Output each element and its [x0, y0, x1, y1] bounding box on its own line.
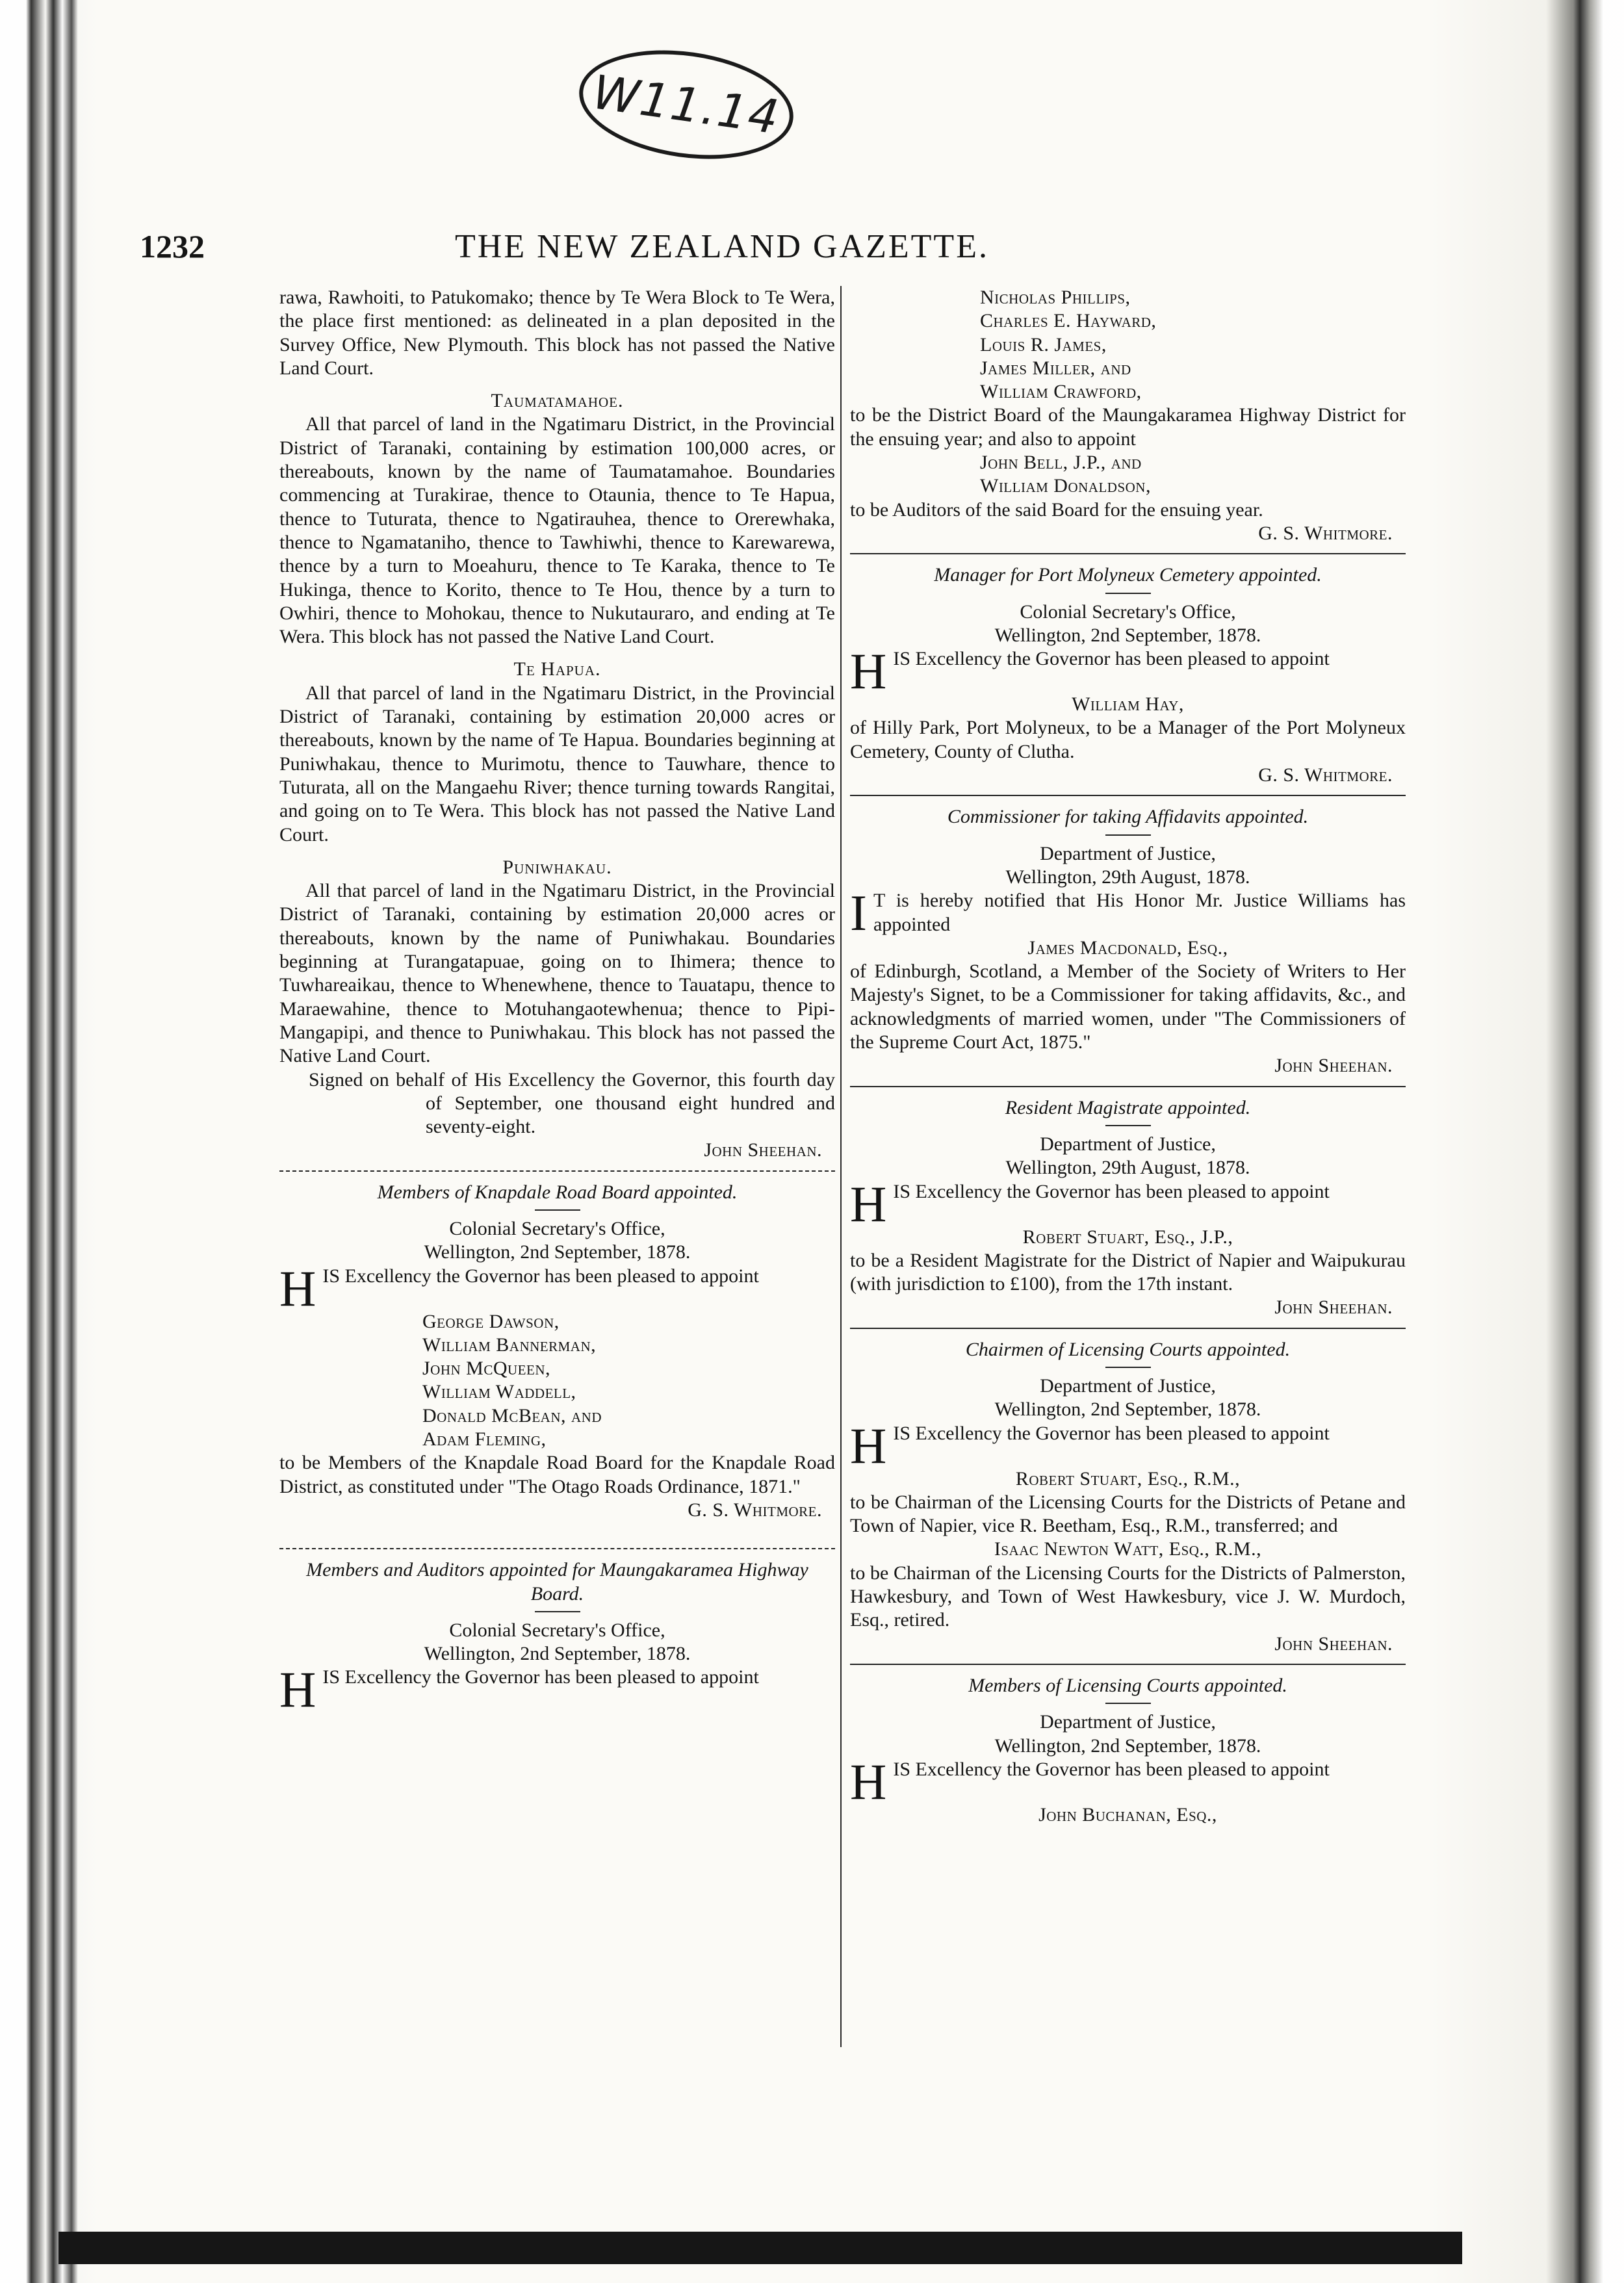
auditor-names-list	[850, 451, 1406, 498]
right-column	[850, 286, 1406, 1827]
auditor-tail: to be Auditors of the said Board for the ensuing year.	[850, 498, 1263, 521]
short-rule	[535, 1611, 580, 1612]
short-rule	[1105, 1367, 1151, 1368]
notice-title-magistrate: Resident Magistrate appointed.	[1005, 1096, 1251, 1118]
notice-title-maungakaramea: Members and Auditors appointed for Maungakaramea Highway Board.	[306, 1559, 808, 1605]
signatory-whitmore: G. S. Whitmore.	[688, 1499, 822, 1521]
section-divider	[279, 1170, 835, 1172]
stamp-text: W11.14	[589, 64, 784, 145]
molyneux-body	[850, 643, 1406, 700]
chairmen-tail-1: to be Chairman of the Licensing Courts for the Districts of Petane and Town of Napier, vice R. Beetham, Esq., R.M., transferred; and	[850, 1491, 1406, 1537]
dropcap: H	[279, 1661, 316, 1718]
magistrate-date: Wellington, 29th August, 1878.	[1005, 1157, 1250, 1179]
section-divider	[850, 1086, 1406, 1087]
signed-statement: Signed on behalf of His Excellency the Governor, this fourth day of September, one thousand eight hundred and seventy-eight.	[309, 1068, 835, 1138]
scan-edge-right	[1429, 0, 1624, 2283]
notice-title-knapdale: Members of Knapdale Road Board appointed.	[377, 1181, 738, 1203]
masthead-title: THE NEW ZEALAND GAZETTE.	[455, 228, 989, 265]
dropcap: H	[850, 1175, 887, 1232]
molyneux-appointee: William Hay,	[1072, 693, 1184, 716]
maung-date: Wellington, 2nd September, 1878.	[424, 1643, 691, 1665]
dropcap: I	[850, 884, 867, 942]
members-date: Wellington, 2nd September, 1878.	[994, 1735, 1261, 1757]
list-item: William Crawford,	[980, 381, 1142, 403]
knapdale-date: Wellington, 2nd September, 1878.	[424, 1241, 691, 1263]
section-title-puniwhakau: Puniwhakau.	[502, 856, 612, 878]
affidavit-body	[850, 884, 1406, 942]
notice-title-members: Members of Licensing Courts appointed.	[968, 1674, 1287, 1696]
chairmen-body	[850, 1417, 1406, 1474]
molyneux-tail: of Hilly Park, Port Molyneux, to be a Manager of the Port Molyneux Cemetery, County of Clutha.	[850, 717, 1406, 762]
short-rule	[1105, 834, 1151, 836]
knapdale-body-text: IS Excellency the Governor has been pleased to appoint	[322, 1265, 759, 1287]
magistrate-tail: to be a Resident Magistrate for the District of Napier and Waipukurau (with jurisdiction to £100), from the 17th instant.	[850, 1249, 1406, 1295]
list-item: William Bannerman,	[422, 1334, 597, 1356]
list-item: John Bell, J.P., and	[980, 452, 1142, 474]
molyneux-body-text: IS Excellency the Governor has been pleased to appoint	[893, 648, 1330, 670]
notice-title-chairmen: Chairmen of Licensing Courts appointed.	[965, 1338, 1291, 1360]
short-rule	[1105, 1703, 1151, 1704]
section-title-taumatamahoe: Taumatamahoe.	[491, 390, 624, 412]
molyneux-date: Wellington, 2nd September, 1878.	[994, 624, 1261, 646]
column-divider	[840, 286, 842, 2047]
list-item: John McQueen,	[422, 1358, 551, 1380]
section-divider	[279, 1548, 835, 1549]
list-item: George Dawson,	[422, 1310, 560, 1332]
list-item: Charles E. Hayward,	[980, 310, 1157, 332]
signatory-sheehan: John Sheehan.	[1274, 1296, 1393, 1319]
members-body	[850, 1753, 1406, 1810]
section-divider	[850, 795, 1406, 796]
affidavit-office: Department of Justice,	[1040, 842, 1216, 864]
section-divider	[850, 1328, 1406, 1329]
paragraph-tehapua: All that parcel of land in the Ngatimaru District, in the Provincial District of Taranaki, containing by estimation 20,000 acres or thereabouts, known by the name of Te Hapua. Boundaries beginning at Puniwhakau, thence to Murimotu, thence to Tauwhare, thence to Tuturata, all on the Mangaehu River; thence turning towards Rangitai, and going on to Te Wera. This block has not passed the Native Land Court.	[279, 682, 835, 845]
knapdale-names-list	[279, 1310, 835, 1452]
section-title-tehapua: Te Hapua.	[513, 658, 601, 680]
chairmen-appointee-2: Isaac Newton Watt, Esq., R.M.,	[994, 1538, 1262, 1560]
list-item: James Miller, and	[980, 357, 1131, 379]
chairmen-appointee-1: Robert Stuart, Esq., R.M.,	[1015, 1467, 1241, 1490]
paragraph-puniwhakau: All that parcel of land in the Ngatimaru District, in the Provincial District of Taranaki, containing by estimation 20,000 acres or thereabouts, known by the name of Puniwhakau. Boundaries beginning at Turangatapuae, going on to Ihimera; thence to Tuwhareaikau, thence to Whenewhene, thence to Tauatapu, thence to Maraewahine, thence to Motuhangaotewhenua; thence to Pipi-Mangapipi, and thence to Puniwhakau. This block has not passed the Native Land Court.	[279, 880, 835, 1067]
signatory-whitmore: G. S. Whitmore.	[1258, 764, 1393, 786]
list-item: Donald McBean, and	[422, 1404, 602, 1426]
members-appointee: John Buchanan, Esq.,	[1038, 1803, 1217, 1825]
list-item: Adam Fleming,	[422, 1428, 547, 1451]
maung-tail: to be the District Board of the Maungakaramea Highway District for the ensuing year; and also to appoint	[850, 404, 1406, 450]
chairmen-tail-2: to be Chairman of the Licensing Courts for the Districts of Palmerston, Hawkesbury, and Town of West Hawkesbury, vice J. W. Murdoch, Esq., retired.	[850, 1562, 1406, 1631]
magistrate-body	[850, 1175, 1406, 1232]
affidavit-appointee: James Macdonald, Esq.,	[1027, 936, 1228, 959]
chairmen-office: Department of Justice,	[1040, 1374, 1216, 1397]
handwritten-stamp	[572, 38, 800, 172]
dropcap: H	[850, 1753, 887, 1810]
signatory-sheehan: John Sheehan.	[1274, 1632, 1393, 1655]
maung-names-list	[850, 286, 1406, 404]
short-rule	[535, 1209, 580, 1211]
notice-title-molyneux: Manager for Port Molyneux Cemetery appointed.	[934, 564, 1322, 586]
maung-office: Colonial Secretary's Office,	[449, 1619, 665, 1641]
members-body-text: IS Excellency the Governor has been pleased to appoint	[893, 1758, 1330, 1780]
knapdale-office: Colonial Secretary's Office,	[449, 1217, 665, 1239]
maung-body	[279, 1661, 835, 1718]
section-divider	[850, 553, 1406, 554]
signatory-whitmore: G. S. Whitmore.	[1258, 522, 1393, 544]
dropcap: H	[279, 1259, 316, 1317]
chairmen-body-text: IS Excellency the Governor has been pleased to appoint	[893, 1422, 1330, 1444]
notice-title-affidavits: Commissioner for taking Affidavits appointed.	[947, 806, 1309, 828]
affidavit-tail: of Edinburgh, Scotland, a Member of the Society of Writers to Her Majesty's Signet, to be a Commissioner for taking affidavits, &c., and acknowledgments of married women, under "The Commissioners of the Supreme Court Act, 1875."	[850, 961, 1406, 1053]
affidavit-body-text: T is hereby notified that His Honor Mr. Justice Williams has appointed	[873, 890, 1406, 935]
members-office: Department of Justice,	[1040, 1711, 1216, 1733]
affidavit-date: Wellington, 29th August, 1878.	[1005, 866, 1250, 888]
section-divider	[850, 1664, 1406, 1665]
dropcap: H	[850, 1417, 887, 1474]
chairmen-date: Wellington, 2nd September, 1878.	[994, 1399, 1261, 1421]
intro-paragraph: rawa, Rawhoiti, to Patukomako; thence by Te Wera Block to Te Wera, the place first mentioned: as delineated in a plan deposited in the Survey Office, New Plymouth. This block has not passed the Native Land Court.	[279, 287, 835, 379]
magistrate-body-text: IS Excellency the Governor has been pleased to appoint	[893, 1180, 1330, 1202]
signatory-sheehan: John Sheehan.	[704, 1139, 822, 1161]
left-column	[279, 286, 835, 1718]
list-item: Nicholas Phillips,	[980, 287, 1131, 308]
signatory-sheehan: John Sheehan.	[1274, 1055, 1393, 1077]
magistrate-office: Department of Justice,	[1040, 1133, 1216, 1155]
list-item: William Donaldson,	[980, 475, 1151, 497]
knapdale-tail: to be Members of the Knapdale Road Board for the Knapdale Road District, as constituted under "The Otago Roads Ordinance, 1871."	[279, 1452, 835, 1497]
molyneux-office: Colonial Secretary's Office,	[1020, 600, 1236, 623]
short-rule	[1105, 1125, 1151, 1126]
knapdale-body	[279, 1259, 835, 1317]
maung-body-text: IS Excellency the Governor has been pleased to appoint	[322, 1666, 759, 1688]
short-rule	[1105, 593, 1151, 594]
dropcap: H	[850, 643, 887, 700]
list-item: William Waddell,	[422, 1381, 576, 1403]
list-item: Louis R. James,	[980, 333, 1107, 355]
page-number: 1232	[140, 228, 205, 264]
scan-edge-left	[0, 0, 97, 2283]
magistrate-appointee: Robert Stuart, Esq., J.P.,	[1022, 1226, 1233, 1248]
paragraph-taumatamahoe: All that parcel of land in the Ngatimaru District, in the Provincial District of Taranaki, containing by estimation 100,000 acres, or thereabouts, known by the name of Taumatamahoe. Boundaries commencing at Turakirae, thence to Otaunia, thence to Te Hapua, thence to Tuturata, thence to Ngatirauhea, thence to Orerewhaka, thence to Ngamataniho, thence to Tawhiwhi, thence to Karewarewa, thence by a turn to Moeahuru, thence to Te Karaka, thence to Te Hukinga, thence to Korito, thence to Te Hou, thence by a turn to Owhiri, thence to Mohokau, thence to Nukutauraro, and ending at Te Wera. This block has not passed the Native Land Court.	[279, 413, 835, 648]
scan-edge-bottom	[58, 2232, 1462, 2264]
